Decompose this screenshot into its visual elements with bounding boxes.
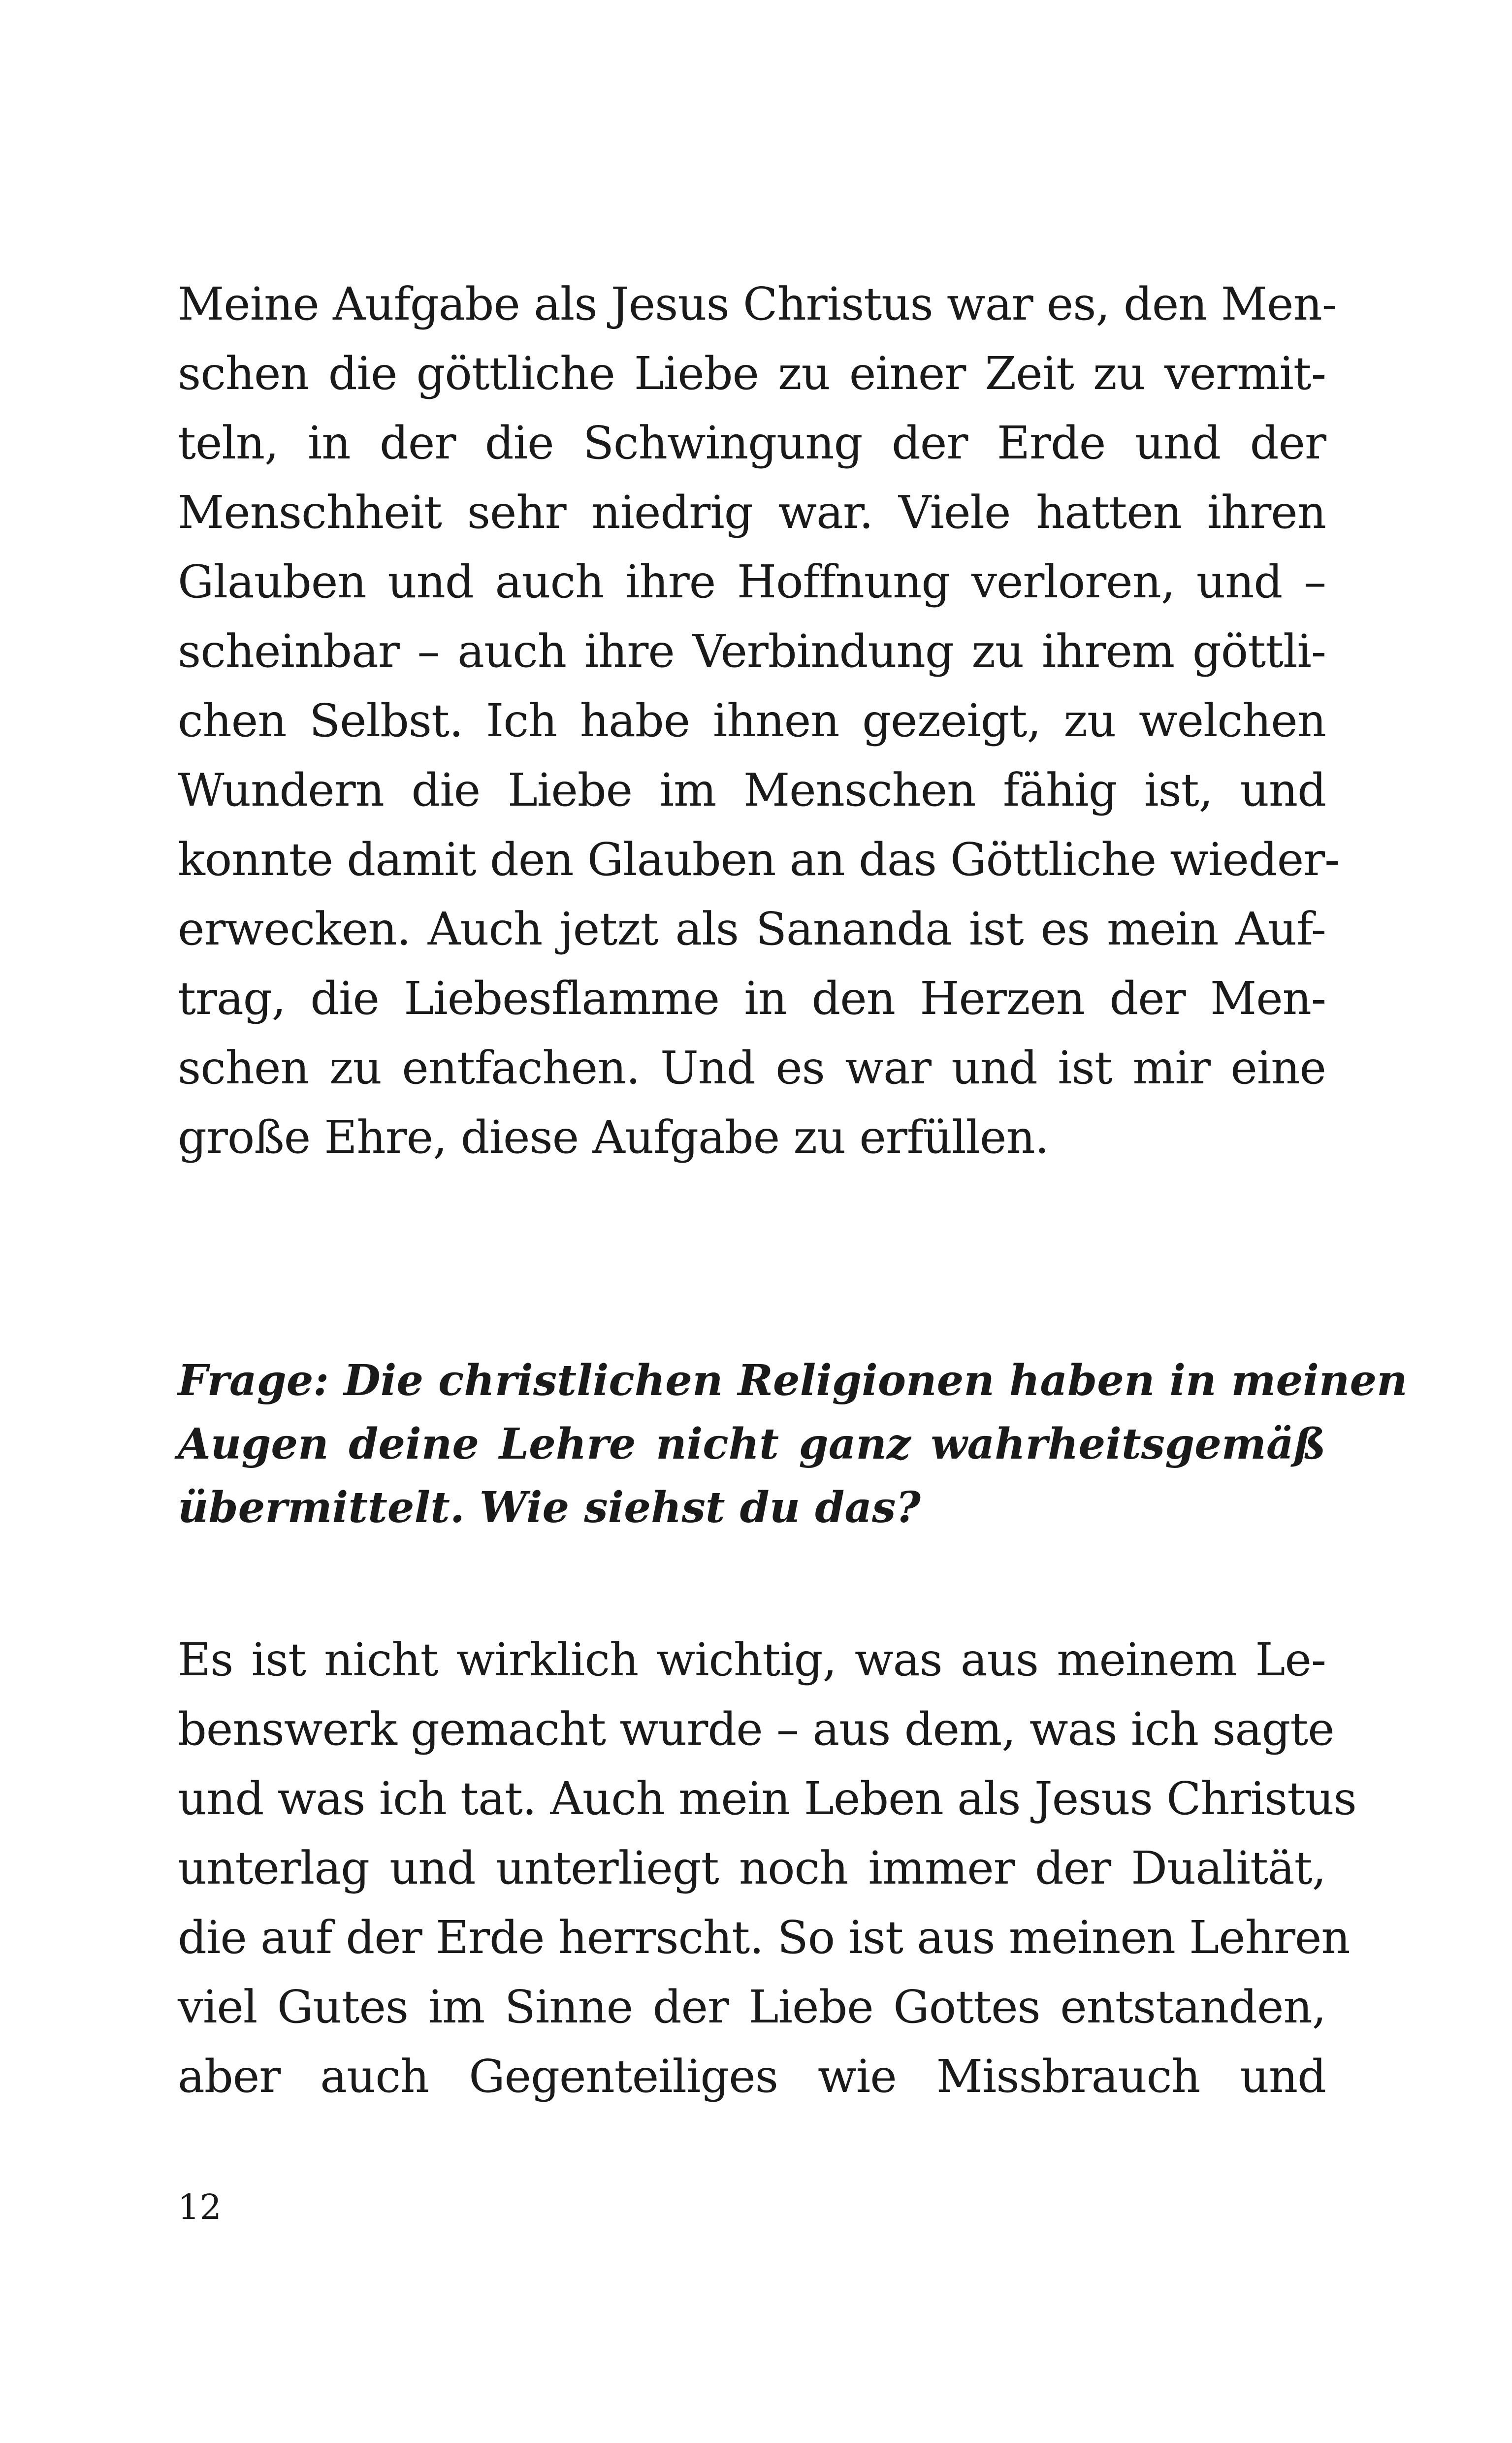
- body-paragraph-2: [178, 1625, 1356, 2111]
- page-number: 12: [178, 2187, 222, 2227]
- text-line: schen die göttliche Liebe zu einer Zeit zu vermit-: [178, 347, 1326, 400]
- text-line: trag, die Liebesflamme in den Herzen der Men-: [178, 972, 1326, 1025]
- text-line: Es ist nicht wirklich wichtig, was aus meinem Le-: [178, 1633, 1326, 1686]
- text-line: Meine Aufgabe als Jesus Christus war es, den Men-: [178, 278, 1337, 330]
- body-paragraph-1: [178, 269, 1340, 1172]
- text-line: scheinbar – auch ihre Verbindung zu ihrem göttli-: [178, 625, 1326, 678]
- question-heading: [178, 1349, 1408, 1539]
- text-line: erwecken. Auch jetzt als Sananda ist es mein Auf-: [178, 903, 1326, 955]
- question-line: übermittelt. Wie siehst du das?: [178, 1483, 921, 1532]
- text-line: viel Gutes im Sinne der Liebe Gottes entstanden,: [178, 1981, 1326, 2033]
- text-line: und was ich tat. Auch mein Leben als Jesus Christus: [178, 1772, 1356, 1825]
- text-line: Glauben und auch ihre Hoffnung verloren, und –: [178, 555, 1326, 608]
- question-line: Frage: Die christlichen Religionen haben in meinen: [178, 1356, 1408, 1405]
- text-line: schen zu entfachen. Und es war und ist mir eine: [178, 1042, 1326, 1094]
- text-line: große Ehre, diese Aufgabe zu erfüllen.: [178, 1111, 1049, 1164]
- text-line: teln, in der die Schwingung der Erde und der: [178, 417, 1326, 469]
- question-line: Augen deine Lehre nicht ganz wahrheitsgemäß: [178, 1419, 1326, 1469]
- text-line: konnte damit den Glauben an das Göttliche wieder-: [178, 833, 1340, 886]
- text-line: unterlag und unterliegt noch immer der Dualität,: [178, 1842, 1326, 1894]
- text-line: chen Selbst. Ich habe ihnen gezeigt, zu welchen: [178, 694, 1326, 747]
- text-line: die auf der Erde herrscht. So ist aus meinen Lehren: [178, 1911, 1350, 1964]
- text-line: benswerk gemacht wurde – aus dem, was ich sagte: [178, 1703, 1334, 1756]
- text-line: Wundern die Liebe im Menschen fähig ist, und: [178, 764, 1326, 816]
- text-line: Menschheit sehr niedrig war. Viele hatten ihren: [178, 486, 1326, 539]
- text-line: aber auch Gegenteiliges wie Missbrauch und: [178, 2050, 1326, 2103]
